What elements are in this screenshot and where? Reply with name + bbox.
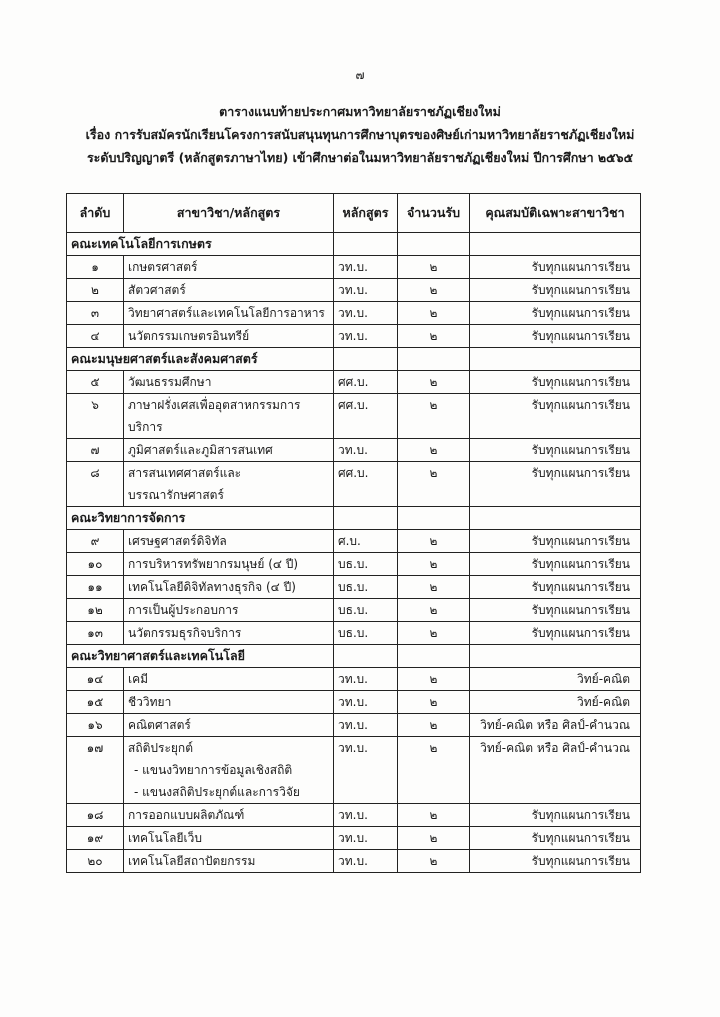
degree-cell: วท.บ. bbox=[334, 325, 398, 348]
count-cell: ๒ bbox=[398, 462, 470, 507]
table-row bbox=[67, 737, 641, 804]
count-cell: ๒ bbox=[398, 371, 470, 394]
table-row bbox=[67, 371, 641, 394]
document-title bbox=[0, 100, 720, 169]
requirement-cell: รับทุกแผนการเรียน bbox=[470, 439, 641, 462]
requirement-cell: รับทุกแผนการเรียน bbox=[470, 302, 641, 325]
table-row bbox=[67, 325, 641, 348]
major-name: วิทยาศาสตร์และเทคโนโลยีการอาหาร bbox=[128, 306, 325, 320]
major-name: เคมี bbox=[128, 672, 149, 686]
degree-cell: วท.บ. bbox=[334, 804, 398, 827]
degree-cell: วท.บ. bbox=[334, 691, 398, 714]
major-cell bbox=[124, 530, 334, 553]
major-cell bbox=[124, 599, 334, 622]
row-number: ๗ bbox=[67, 439, 124, 462]
major-name: การออกแบบผลิตภัณฑ์ bbox=[128, 808, 245, 822]
major-name: เทคโนโลยีสถาปัตยกรรม bbox=[128, 854, 256, 868]
title-line: ตารางแนบท้ายประกาศมหาวิทยาลัยราชภัฏเชียงใหม่ bbox=[219, 104, 501, 119]
major-name: สารสนเทศศาสตร์และ bbox=[128, 466, 242, 480]
major-cell bbox=[124, 576, 334, 599]
faculty-row bbox=[67, 645, 641, 668]
row-number: ๖ bbox=[67, 394, 124, 439]
row-number: ๑๖ bbox=[67, 714, 124, 737]
requirement-cell: รับทุกแผนการเรียน bbox=[470, 827, 641, 850]
row-number: ๑๓ bbox=[67, 622, 124, 645]
degree-cell: บธ.บ. bbox=[334, 599, 398, 622]
major-name-cont: บรรณารักษศาสตร์ bbox=[128, 488, 224, 502]
major-name: คณิตศาสตร์ bbox=[128, 718, 191, 732]
empty-cell bbox=[334, 507, 398, 530]
requirement-cell: รับทุกแผนการเรียน bbox=[470, 371, 641, 394]
table-row bbox=[67, 302, 641, 325]
requirement-cell: รับทุกแผนการเรียน bbox=[470, 530, 641, 553]
major-name: สัตวศาสตร์ bbox=[128, 283, 186, 297]
faculty-row bbox=[67, 348, 641, 371]
table-row bbox=[67, 439, 641, 462]
major-cell bbox=[124, 302, 334, 325]
row-number: ๔ bbox=[67, 325, 124, 348]
major-cell bbox=[124, 850, 334, 873]
degree-cell: บธ.บ. bbox=[334, 622, 398, 645]
requirement-cell: รับทุกแผนการเรียน bbox=[470, 462, 641, 507]
requirement-cell: รับทุกแผนการเรียน bbox=[470, 850, 641, 873]
header-requirement: คุณสมบัติเฉพาะสาขาวิชา bbox=[470, 194, 641, 233]
faculty-name: คณะวิทยาการจัดการ bbox=[67, 507, 334, 530]
major-cell bbox=[124, 325, 334, 348]
empty-cell bbox=[398, 348, 470, 371]
major-name: เศรษฐศาสตร์ดิจิทัล bbox=[128, 534, 227, 548]
count-cell: ๒ bbox=[398, 668, 470, 691]
major-cell bbox=[124, 691, 334, 714]
major-cell bbox=[124, 622, 334, 645]
requirement-cell: รับทุกแผนการเรียน bbox=[470, 256, 641, 279]
table-row bbox=[67, 394, 641, 439]
row-number: ๑๗ bbox=[67, 737, 124, 804]
count-cell: ๒ bbox=[398, 394, 470, 439]
degree-cell: วท.บ. bbox=[334, 439, 398, 462]
table-row bbox=[67, 530, 641, 553]
empty-cell bbox=[334, 348, 398, 371]
degree-cell: ศศ.บ. bbox=[334, 462, 398, 507]
faculty-name: คณะวิทยาศาสตร์และเทคโนโลยี bbox=[67, 645, 334, 668]
major-cell bbox=[124, 804, 334, 827]
count-cell: ๒ bbox=[398, 530, 470, 553]
count-cell: ๒ bbox=[398, 737, 470, 804]
major-cell bbox=[124, 827, 334, 850]
table-row bbox=[67, 553, 641, 576]
count-cell: ๒ bbox=[398, 827, 470, 850]
row-number: ๑๕ bbox=[67, 691, 124, 714]
count-cell: ๒ bbox=[398, 714, 470, 737]
requirement-cell: รับทุกแผนการเรียน bbox=[470, 622, 641, 645]
admission-table bbox=[66, 193, 641, 873]
row-number: ๙ bbox=[67, 530, 124, 553]
major-cell bbox=[124, 371, 334, 394]
empty-cell bbox=[398, 233, 470, 256]
requirement-cell: วิทย์-คณิต หรือ ศิลป์-คำนวณ bbox=[470, 737, 641, 804]
requirement-cell: รับทุกแผนการเรียน bbox=[470, 325, 641, 348]
degree-cell: วท.บ. bbox=[334, 302, 398, 325]
requirement-cell: รับทุกแผนการเรียน bbox=[470, 599, 641, 622]
major-name: เทคโนโลยีเว็บ bbox=[128, 831, 202, 845]
major-name: การเป็นผู้ประกอบการ bbox=[128, 603, 239, 617]
title-line: เรื่อง การรับสมัครนักเรียนโครงการสนับสนุนทุนการศึกษาบุตรของศิษย์เก่ามหาวิทยาลัยราชภัฏเชียงใหม่ bbox=[85, 127, 635, 142]
degree-cell: วท.บ. bbox=[334, 256, 398, 279]
degree-cell: บธ.บ. bbox=[334, 576, 398, 599]
count-cell: ๒ bbox=[398, 302, 470, 325]
count-cell: ๒ bbox=[398, 576, 470, 599]
major-name: วัฒนธรรมศึกษา bbox=[128, 375, 212, 389]
major-name: เทคโนโลยีดิจิทัลทางธุรกิจ (๔ ปี) bbox=[128, 580, 296, 594]
table-row bbox=[67, 691, 641, 714]
major-cell bbox=[124, 439, 334, 462]
table-row bbox=[67, 668, 641, 691]
faculty-row bbox=[67, 233, 641, 256]
degree-cell: วท.บ. bbox=[334, 668, 398, 691]
major-name: สถิติประยุกต์ bbox=[128, 741, 193, 755]
row-number: ๘ bbox=[67, 462, 124, 507]
row-number: ๓ bbox=[67, 302, 124, 325]
major-cell bbox=[124, 668, 334, 691]
empty-cell bbox=[334, 645, 398, 668]
count-cell: ๒ bbox=[398, 622, 470, 645]
requirement-cell: รับทุกแผนการเรียน bbox=[470, 279, 641, 302]
degree-cell: วท.บ. bbox=[334, 279, 398, 302]
degree-cell: วท.บ. bbox=[334, 850, 398, 873]
degree-cell: วท.บ. bbox=[334, 827, 398, 850]
major-name: นวัตกรรมเกษตรอินทรีย์ bbox=[128, 329, 250, 343]
count-cell: ๒ bbox=[398, 279, 470, 302]
major-name: เกษตรศาสตร์ bbox=[128, 260, 198, 274]
empty-cell bbox=[398, 645, 470, 668]
row-number: ๑๙ bbox=[67, 827, 124, 850]
count-cell: ๒ bbox=[398, 256, 470, 279]
empty-cell bbox=[470, 507, 641, 530]
major-name: ภาษาฝรั่งเศสเพื่ออุตสาหกรรมการ bbox=[128, 398, 301, 412]
major-cell bbox=[124, 394, 334, 439]
header-degree: หลักสูตร bbox=[334, 194, 398, 233]
table-row bbox=[67, 279, 641, 302]
degree-cell: วท.บ. bbox=[334, 714, 398, 737]
degree-cell: วท.บ. bbox=[334, 737, 398, 804]
table-row bbox=[67, 599, 641, 622]
major-cell bbox=[124, 737, 334, 804]
table-row bbox=[67, 827, 641, 850]
row-number: ๑๐ bbox=[67, 553, 124, 576]
header-major: สาขาวิชา/หลักสูตร bbox=[124, 194, 334, 233]
major-track: - แขนงสถิติประยุกต์และการวิจัย bbox=[134, 785, 300, 799]
degree-cell: ศศ.บ. bbox=[334, 394, 398, 439]
table-row bbox=[67, 622, 641, 645]
major-cell bbox=[124, 462, 334, 507]
row-number: ๑ bbox=[67, 256, 124, 279]
count-cell: ๒ bbox=[398, 804, 470, 827]
faculty-name: คณะมนุษยศาสตร์และสังคมศาสตร์ bbox=[67, 348, 334, 371]
page-number: ๗ bbox=[355, 68, 365, 82]
requirement-cell: รับทุกแผนการเรียน bbox=[470, 553, 641, 576]
major-name: การบริหารทรัพยากรมนุษย์ (๔ ปี) bbox=[128, 557, 299, 571]
degree-cell: ศศ.บ. bbox=[334, 371, 398, 394]
major-cell bbox=[124, 714, 334, 737]
count-cell: ๒ bbox=[398, 599, 470, 622]
empty-cell bbox=[470, 348, 641, 371]
degree-cell: ศ.บ. bbox=[334, 530, 398, 553]
major-name: ชีววิทยา bbox=[128, 695, 172, 709]
requirement-cell: วิทย์-คณิต หรือ ศิลป์-คำนวณ bbox=[470, 714, 641, 737]
major-cell bbox=[124, 256, 334, 279]
requirement-cell: วิทย์-คณิต bbox=[470, 691, 641, 714]
faculty-name: คณะเทคโนโลยีการเกษตร bbox=[67, 233, 334, 256]
table-row bbox=[67, 804, 641, 827]
table-row bbox=[67, 576, 641, 599]
header-count: จำนวนรับ bbox=[398, 194, 470, 233]
empty-cell bbox=[334, 233, 398, 256]
row-number: ๑๘ bbox=[67, 804, 124, 827]
count-cell: ๒ bbox=[398, 553, 470, 576]
requirement-cell: รับทุกแผนการเรียน bbox=[470, 576, 641, 599]
major-cell bbox=[124, 553, 334, 576]
requirement-cell: รับทุกแผนการเรียน bbox=[470, 804, 641, 827]
title-line: ระดับปริญญาตรี (หลักสูตรภาษาไทย) เข้าศึกษาต่อในมหาวิทยาลัยราชภัฏเชียงใหม่ ปีการศึกษา ๒๕๖๕ bbox=[86, 150, 634, 165]
table-row bbox=[67, 850, 641, 873]
table-row bbox=[67, 462, 641, 507]
count-cell: ๒ bbox=[398, 850, 470, 873]
table-row bbox=[67, 256, 641, 279]
row-number: ๒ bbox=[67, 279, 124, 302]
row-number: ๕ bbox=[67, 371, 124, 394]
count-cell: ๒ bbox=[398, 325, 470, 348]
count-cell: ๒ bbox=[398, 439, 470, 462]
major-name-cont: บริการ bbox=[128, 420, 163, 434]
requirement-cell: วิทย์-คณิต bbox=[470, 668, 641, 691]
empty-cell bbox=[470, 233, 641, 256]
major-track: - แขนงวิทยาการข้อมูลเชิงสถิติ bbox=[134, 763, 293, 777]
row-number: ๑๑ bbox=[67, 576, 124, 599]
row-number: ๒๐ bbox=[67, 850, 124, 873]
major-name: นวัตกรรมธุรกิจบริการ bbox=[128, 626, 242, 640]
row-number: ๑๔ bbox=[67, 668, 124, 691]
header-no: ลำดับ bbox=[67, 194, 124, 233]
degree-cell: บธ.บ. bbox=[334, 553, 398, 576]
faculty-row bbox=[67, 507, 641, 530]
row-number: ๑๒ bbox=[67, 599, 124, 622]
table-header-row bbox=[67, 194, 641, 233]
major-name: ภูมิศาสตร์และภูมิสารสนเทศ bbox=[128, 443, 273, 457]
requirement-cell: รับทุกแผนการเรียน bbox=[470, 394, 641, 439]
count-cell: ๒ bbox=[398, 691, 470, 714]
empty-cell bbox=[470, 645, 641, 668]
empty-cell bbox=[398, 507, 470, 530]
major-cell bbox=[124, 279, 334, 302]
table-row bbox=[67, 714, 641, 737]
